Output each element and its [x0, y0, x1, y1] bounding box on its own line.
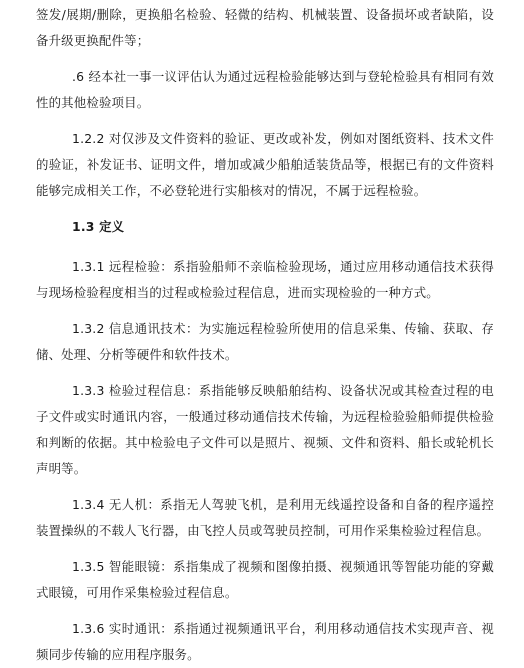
paragraph-item-6: .6 经本社一事一议评估认为通过远程检验能够达到与登轮检验具有相同有效性的其他检验项目。: [36, 69, 494, 110]
paragraph-1-2-2: 1.2.2 对仅涉及文件资料的验证、更改或补发，例如对图纸资料、技术文件的验证，补发证书、证明文件，增加或减少船舶适装货品等，根据已有的文件资料能够完成相关工作，不必登轮进行实船核对的情况，不属于远程检验。: [36, 131, 494, 198]
paragraph-1-3-1: 1.3.1 远程检验：系指验船师不亲临检验现场，通过应用移动通信技术获得与现场检验程度相当的过程或检验过程信息，进而实现检验的一种方式。: [36, 259, 494, 300]
paragraph-1-3-5: 1.3.5 智能眼镜：系指集成了视频和图像拍摄、视频通讯等智能功能的穿戴式眼镜，可用作采集检验过程信息。: [36, 559, 494, 600]
paragraph-1-3-3: 1.3.3 检验过程信息：系指能够反映船舶结构、设备状况或其检查过程的电子文件或实时通讯内容，一般通过移动通信技术传输，为远程检验验船师提供检验和判断的依据。其中检验电子文件可以是照片、视频、文件和资料、船长或轮机长声明等。: [36, 383, 494, 476]
paragraph-1-3-2: 1.3.2 信息通讯技术：为实施远程检验所使用的信息采集、传输、获取、存储、处理、分析等硬件和软件技术。: [36, 321, 494, 362]
paragraph-1-3-6: 1.3.6 实时通讯：系指通过视频通讯平台，利用移动通信技术实现声音、视频同步传输的应用程序服务。: [36, 621, 494, 662]
paragraph-continuation: 签发/展期/删除，更换船名检验、轻微的结构、机械装置、设备损坏或者缺陷，设备升级更换配件等；: [36, 7, 494, 48]
section-heading-1-3: 1.3 定义: [72, 219, 125, 234]
paragraph-1-3-4: 1.3.4 无人机：系指无人驾驶飞机，是利用无线遥控设备和自备的程序遥控装置操纵的不载人飞行器，由飞控人员或驾驶员控制，可用作采集检验过程信息。: [36, 497, 494, 538]
